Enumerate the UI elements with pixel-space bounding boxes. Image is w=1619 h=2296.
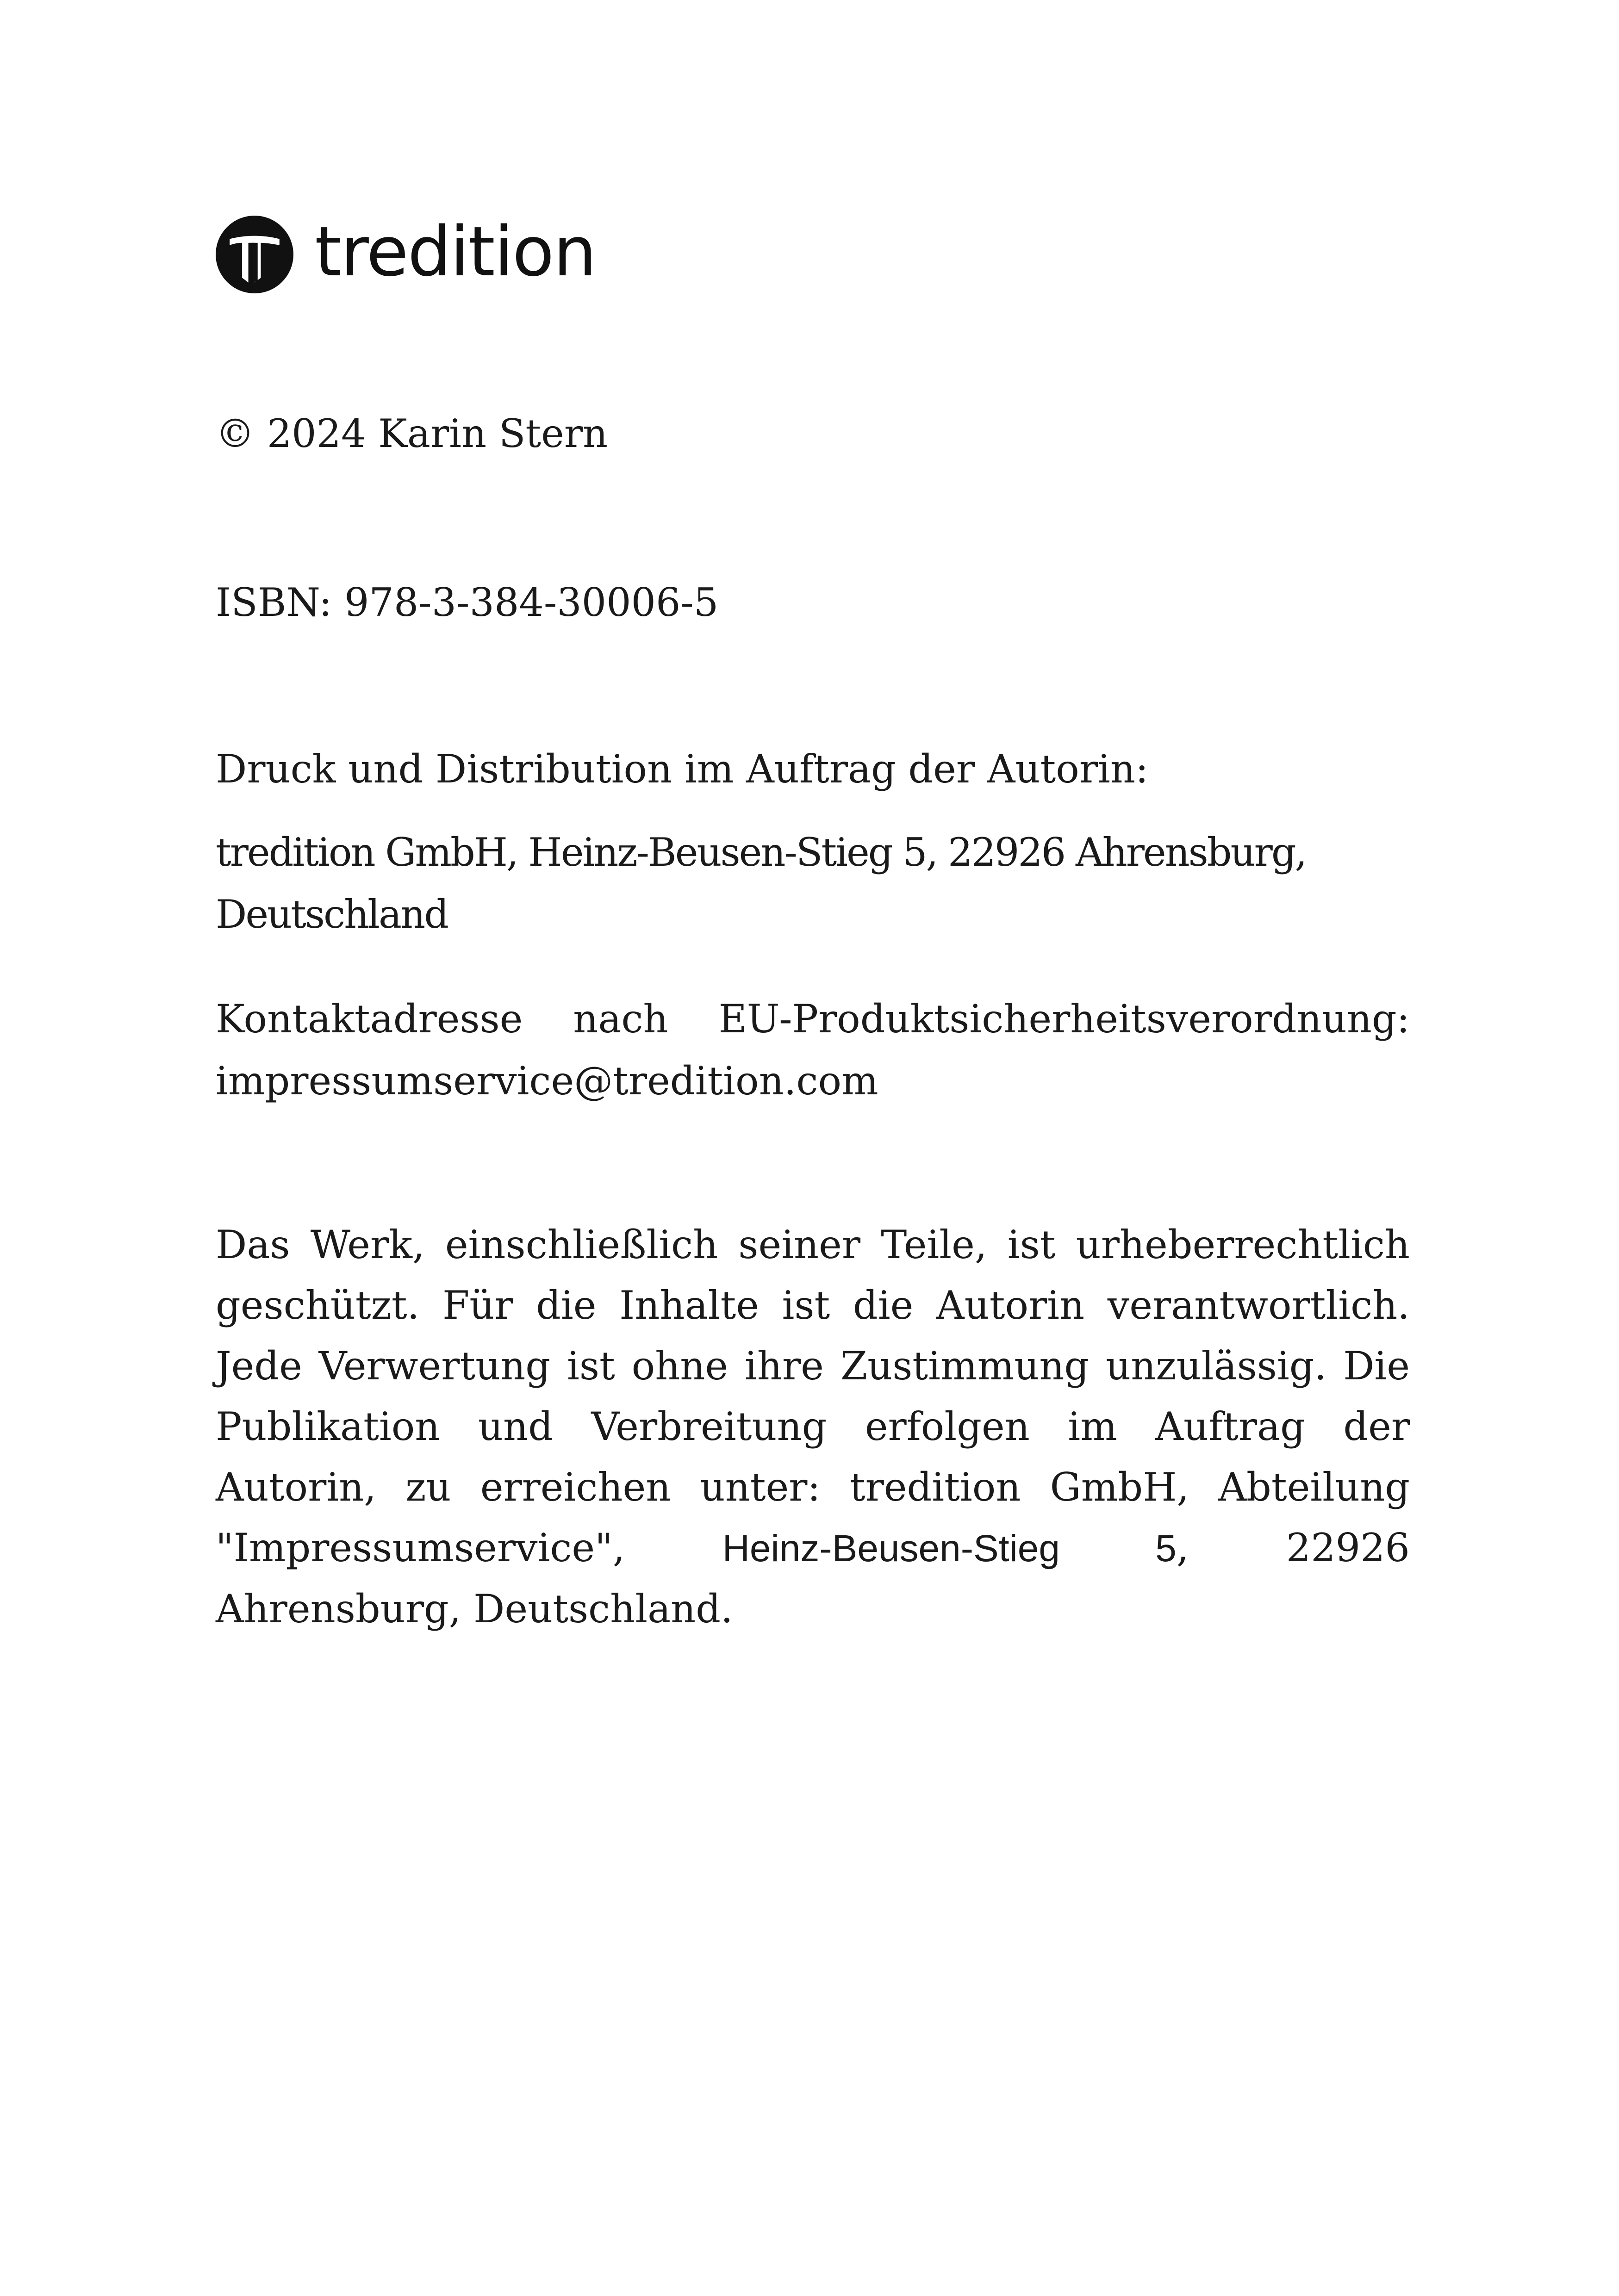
contact-email: impressumservice@tredition.com [216, 1058, 878, 1104]
tredition-logo-icon [216, 216, 293, 293]
contact-word-3: EU-Produktsicherheitsverordnung: [718, 996, 1410, 1042]
printing-label: Druck und Distribution im Auftrag der Autorin: [216, 746, 1149, 792]
notice-text-1: Das Werk, einschließlich seiner Teile, ist urheberrechtlich geschützt. Für die Inhalte ist die Autorin verantwortlich. Jede Verwertung ist ohne ihre Zustimmung unzulässig. Die Publikation und Verbreitung erfolgen im Auftrag der Autorin, zu erreichen unter: tredition GmbH, Abteilung "Impressumservice", [216, 1222, 1410, 1570]
publisher-logo [216, 211, 596, 298]
isbn-line: ISBN: 978-3-384-30006-5 [216, 580, 719, 625]
printing-address: tredition GmbH, Heinz-Beusen-Stieg 5, 22926 Ahrensburg, Deutschland [216, 830, 1306, 937]
copyright-line: © 2024 Karin Stern [216, 411, 608, 456]
contact-heading [216, 988, 1410, 1050]
logo-wordmark: tredition [315, 212, 596, 292]
notice-street: Heinz-Beusen-Stieg 5 [722, 1527, 1177, 1570]
contact-word-1: Kontaktadresse [216, 996, 523, 1042]
contact-block [216, 988, 1410, 1112]
notice-text-2: , 22926 Ahrensburg, Deutschland. [216, 1525, 1410, 1632]
copyright-notice [216, 1215, 1410, 1639]
contact-word-2: nach [573, 996, 668, 1042]
